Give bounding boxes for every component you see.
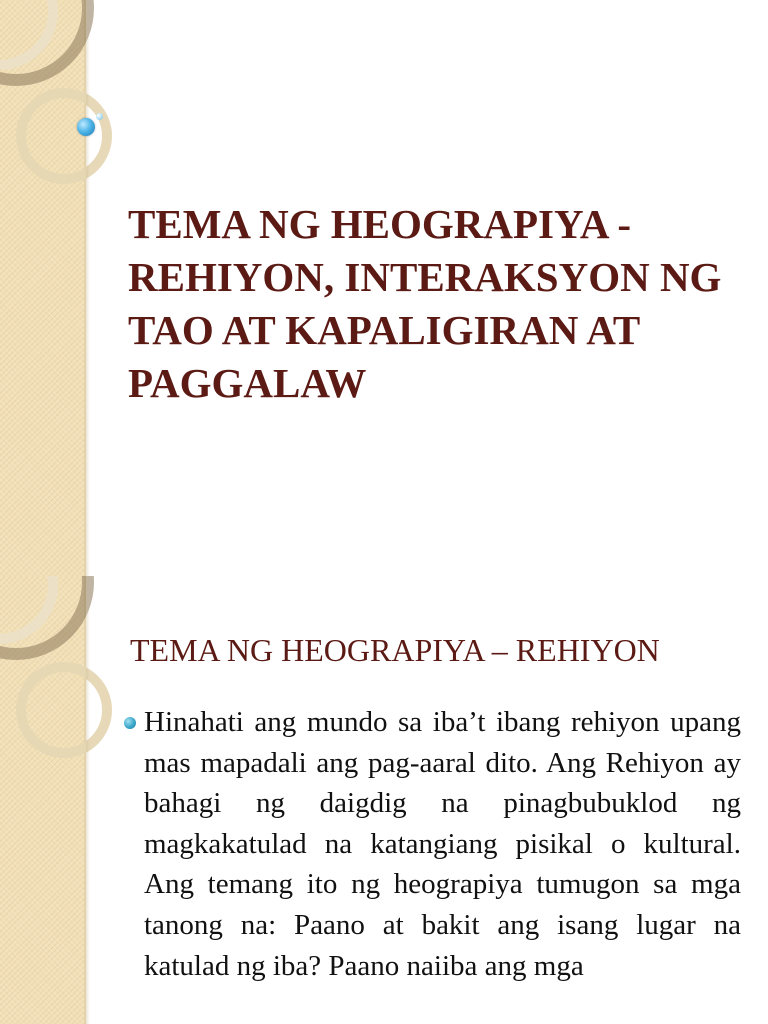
decorative-ring-lower — [16, 88, 112, 184]
decorative-sidebar — [0, 0, 86, 576]
bullet-dot-icon — [124, 717, 136, 729]
decorative-sidebar — [0, 576, 86, 1024]
bullet-text: Hinahati ang mundo sa iba’t ibang rehiyon upang mas mapadali ang pag-aaral dito. Ang Rehiyon ay bahagi ng daigdig na pinagbubuklod ng magkakatulad na katangiang pisikal o kultural. Ang temang ito ng heograpiya tumugon sa mga tanong na: Paano at bakit ang isang lugar na katulad ng iba? Paano naiiba ang mga — [144, 706, 741, 982]
small-bead-icon — [96, 113, 103, 120]
content-slide — [0, 576, 768, 1024]
decorative-ring-lower — [16, 662, 112, 758]
section-title: TEMA NG HEOGRAPIYA – REHIYON — [130, 632, 660, 668]
blue-bead-icon — [77, 118, 95, 136]
slide-title: TEMA NG HEOGRAPIYA - REHIYON, INTERAKSYON NG TAO AT KAPALIGIRAN AT PAGGALAW — [128, 201, 722, 406]
